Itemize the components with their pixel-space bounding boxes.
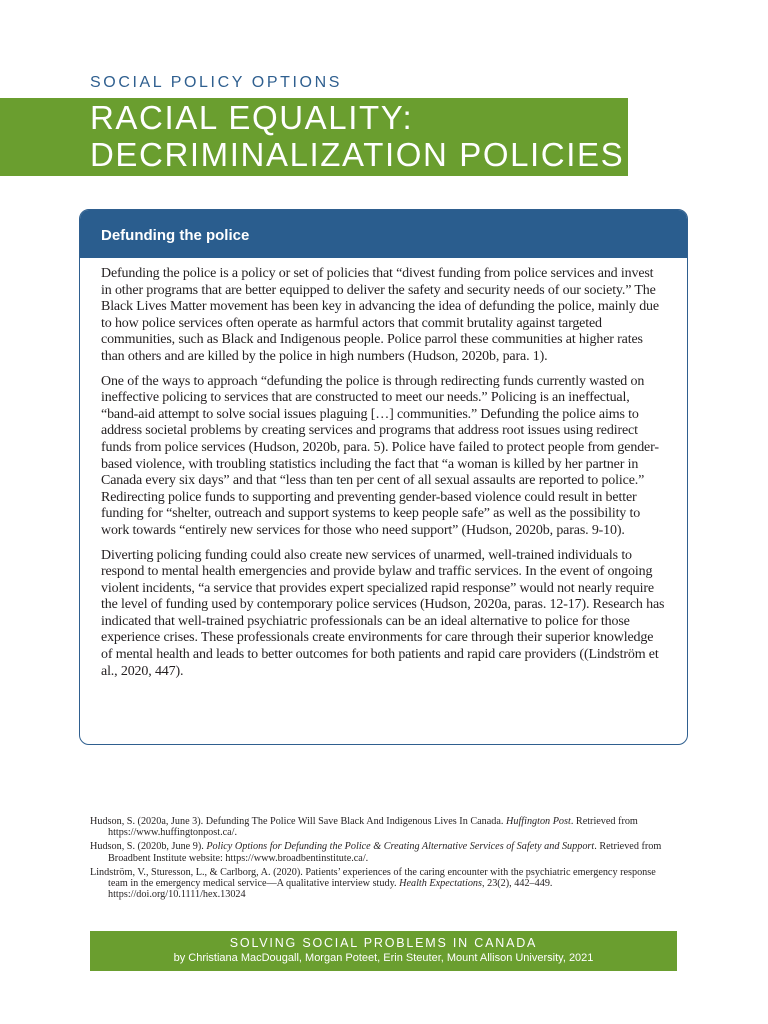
- page-title-line-1: RACIAL EQUALITY:: [90, 99, 414, 136]
- content-box: [79, 209, 688, 745]
- page-title-line-2: DECRIMINALIZATION POLICIES: [90, 136, 625, 173]
- reference-text: . Retrieved from Broadbent Institute website: https://www.broadbentinstitute.ca/.: [108, 841, 662, 864]
- section-kicker: SOCIAL POLICY OPTIONS: [90, 74, 342, 91]
- reference-source: Policy Options for Defunding the Police & Creating Alternative Services of Safety and Support: [206, 841, 595, 853]
- reference-text: Hudson, S. (2020b, June 9).: [90, 841, 207, 853]
- content-box-body: [80, 258, 687, 680]
- reference-item: [90, 867, 674, 901]
- reference-source: Health Expectations: [399, 878, 482, 890]
- content-box-title: Defunding the police: [101, 226, 250, 244]
- references-list: [90, 816, 674, 903]
- reference-text: , 23(2), 442–449. https://doi.org/10.1111/hex.13024: [108, 878, 553, 901]
- reference-source: Huffington Post: [506, 816, 571, 827]
- paragraph: One of the ways to approach “defunding the police is through redirecting funds currently wasted on ineffective policing to services that are constructed to meet our needs.” Policing is an ineffectual, “band-aid attempt to solve social issues plaguing […] communities.” Defunding the police aims to address societal problems by creating services and programs that address root issues using redirect funds from police services (Hudson, 2020b, para. 5). Police have failed to protect people from gender-based violence, with troubling statistics including the fact that “a woman is killed by her partner in Canada every six days” and that “less than ten per cent of all sexual assaults are reported to police.” Redirecting police funds to supporting and preventing gender-based violence could result in better funding for “shelter, outreach and support systems to keep people safe” as well as the possibility to work towards “entirely new services for those who need support” (Hudson, 2020b, paras. 9-10).: [101, 373, 659, 538]
- reference-text: Hudson, S. (2020a, June 3). Defunding The Police Will Save Black And Indigenous Lives In Canada.: [90, 816, 506, 827]
- footer-byline: by Christiana MacDougall, Morgan Poteet, Erin Steuter, Mount Allison University, 2021: [173, 952, 594, 964]
- footer-title: SOLVING SOCIAL PROBLEMS IN CANADA: [229, 936, 538, 950]
- reference-text: . Retrieved from https://www.huffingtonpost.ca/.: [108, 816, 638, 839]
- reference-text: Lindström, V., Sturesson, L., & Carlborg, A. (2020). Patients’ experiences of the caring encounter with the psychiatric emergency response team in the emergency medical service—A qualitative interview study.: [90, 866, 656, 890]
- paragraph: Defunding the police is a policy or set of policies that “divest funding from police services and invest in other programs that are better equipped to deliver the safety and security needs of our society.” The Black Lives Matter movement has been key in advancing the idea of defunding the police, mainly due to how police services often operate as harmful actors that commit brutality against targeted communities, such as Black and Indigenous people. Police parrol these communities at higher rates than others and are killed by the police in high numbers (Hudson, 2020b, para. 1).: [101, 266, 659, 364]
- content-box-header: [80, 210, 687, 258]
- footer-banner: [90, 931, 677, 971]
- reference-item: [90, 816, 674, 838]
- reference-item: [90, 841, 674, 863]
- paragraph: Diverting policing funding could also create new services of unarmed, well-trained individuals to respond to mental health emergencies and provide bylaw and traffic services. In the event of ongoing violent incidents, “a service that provides expert specialized rapid response” would not nearly require the level of funding used by contemporary police services (Hudson, 2020a, paras. 12-17). Research has indicated that well-trained psychiatric professionals can be an ideal alternative to police for those experience crises. These professionals create environments for care through their superior knowledge of mental health and leads to better outcomes for both patients and rapid care providers ((Lindström et al., 2020, 447).: [101, 547, 665, 679]
